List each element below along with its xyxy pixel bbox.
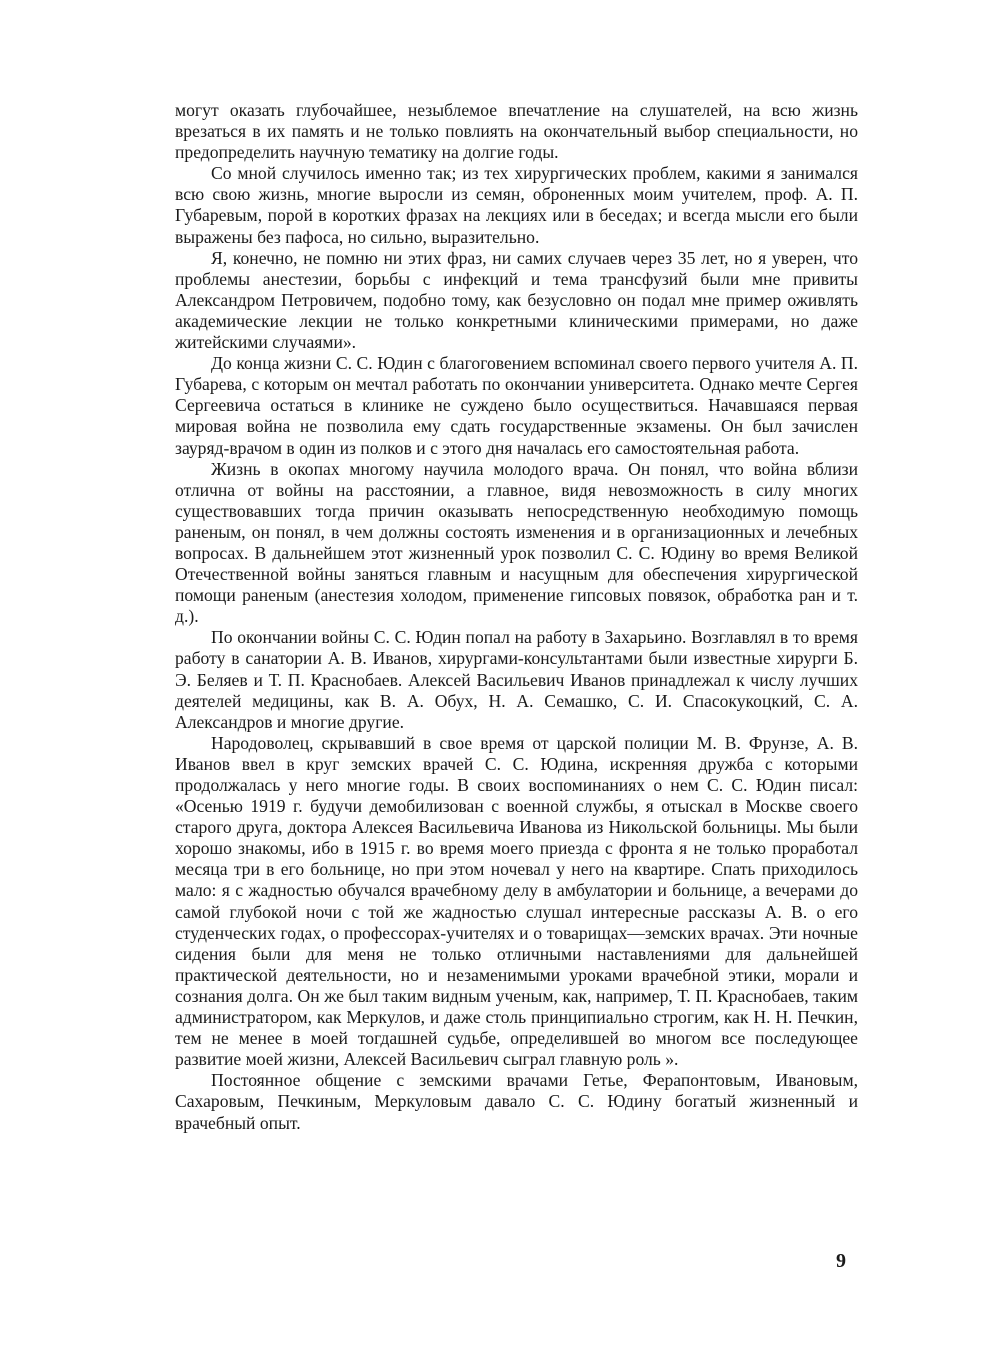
paragraph: Я, конечно, не помню ни этих фраз, ни самих случаев через 35 лет, но я уверен, что проблемы анестезии, борьбы с инфекций и тема трансфузий были мне привиты Александром Петровичем, подобно тому, как безусловно он подал мне пример оживлять академические лекции не только конкретными клиническими примерами, но даже житейскими случаями». (175, 247, 858, 353)
paragraph: До конца жизни С. С. Юдин с благоговением вспоминал своего первого учителя А. П. Губарева, с которым он мечтал работать по окончании университета. Однако мечте Сергея Сергеевича остаться в клинике не суждено было осуществиться. Начавшаяся первая мировая война не позволила ему сдать государственные экзамены. Он был зачислен зауряд-врачом в один из полков и с этого дня началась его самостоятельная работа. (175, 353, 858, 458)
paragraph: Жизнь в окопах многому научила молодого врача. Он понял, что война вблизи отлична от войны на расстоянии, а главное, видя невозможность в силу многих существовавших тогда причин оказывать непосредственную необходимую помощь раненым, он понял, в чем должны состоять изменения и в организационных и лечебных вопросах. В дальнейшем этот жизненный урок позволил С. С. Юдину во время Великой Отечественной войны заняться главным и насущным для обеспечения хирургической помощи раненым (анестезия холодом, применение гипсовых повязок, обработка ран и т. д.). (175, 458, 858, 627)
paragraph: Постоянное общение с земскими врачами Гетье, Ферапонтовым, Ивановым, Сахаровым, Печкиным, Меркуловым давало С. С. Юдину богатый жизненный и врачебный опыт. (175, 1070, 858, 1133)
paragraph: По окончании войны С. С. Юдин попал на работу в Захарьино. Возглавлял в то время работу в санатории А. В. Иванов, хирургами-консультантами были известные хирурги Б. Э. Беляев и Т. П. Краснобаев. Алексей Васильевич Иванов принадлежал к числу лучших деятелей медицины, как В. А. Обух, Н. А. Семашко, С. И. Спасокукоцкий, С. А. Александров и многие другие. (175, 627, 858, 732)
body-text (175, 100, 858, 1134)
page-number: 9 (836, 1250, 846, 1272)
paragraph: Со мной случилось именно так; из тех хирургических проблем, какими я занимался всю свою жизнь, многие выросли из семян, оброненных моим учителем, проф. А. П. Губаревым, порой в коротких фразах на лекциях или в беседах; и всегда мысли его были выражены без пафоса, но сильно, выразительно. (175, 163, 858, 247)
paragraph: Народоволец, скрывавший в свое время от царской полиции М. В. Фрунзе, А. В. Иванов ввел в круг земских врачей С. С. Юдина, искренняя дружба с которыми продолжалась у него многие годы. В своих воспоминаниях о нем С. С. Юдин писал: «Осенью 1919 г. будучи демобилизован с военной службы, я отыскал в Москве своего старого друга, доктора Алексея Васильевича Иванова из Никольской больницы. Мы были хорошо знакомы, ибо в 1915 г. во время моего приезда с фронта я не только проработал месяца три в его больнице, но при этом ночевал у него на квартире. Спать приходилось мало: я с жадностью обучался врачебному делу в амбулатории и больнице, а вечерами до самой глубокой ночи с той же жадностью слушал интересные рассказы А. В. о его студенческих годах, о профессорах-учителях и о товарищах—земских врачах. Эти ночные сидения были для меня не только отличными наставлениями для дальнейшей практической деятельности, но и незаменимыми уроками врачебной этики, морали и сознания долга. Он же был таким видным ученым, как, например, Т. П. Краснобаев, таким администратором, как Меркулов, и даже столь принципиально строгим, как Н. Н. Печкин, тем не менее в моей тогдашней судьбе, определившей во многом все последующее развитие моей жизни, Алексей Васильевич сыграл главную роль ». (175, 732, 858, 1070)
paragraph-continued: могут оказать глубочайшее, незыблемое впечатление на слушателей, на всю жизнь врезаться в их память и не только повлиять на окончательный выбор специальности, но предопределить научную тематику на долгие годы. (175, 100, 858, 163)
